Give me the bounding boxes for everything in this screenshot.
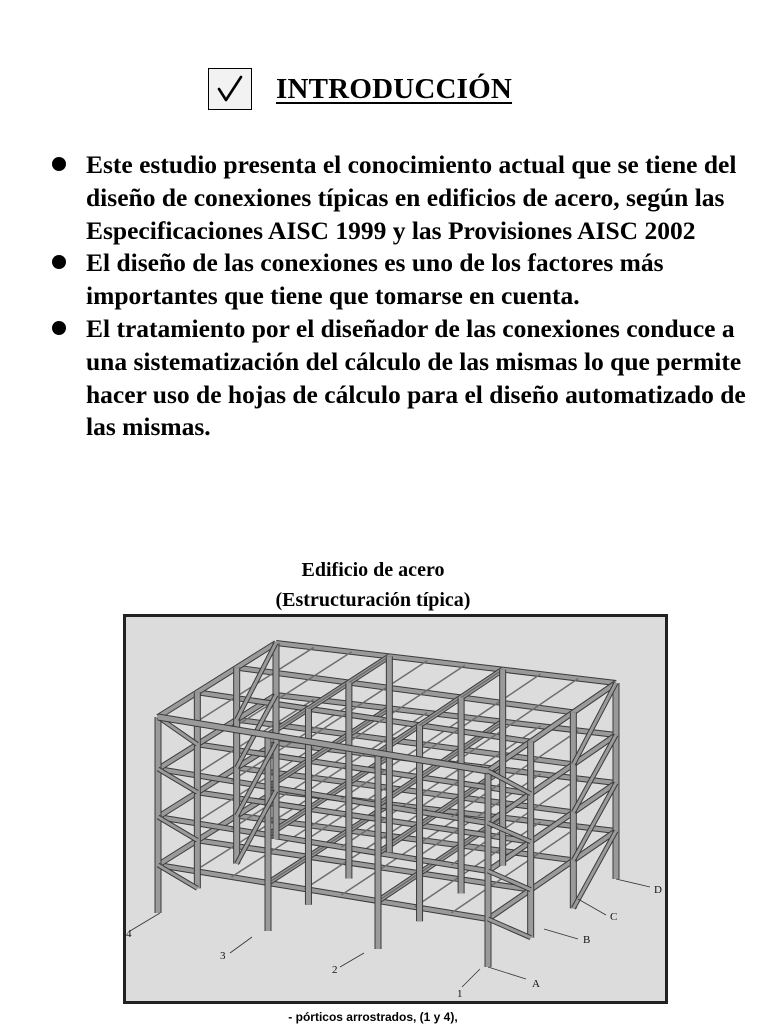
- bullet-text: El tratamiento por el diseñador de las conexiones conduce a una sistematización del cálculo de las mismas lo que permite hacer uso de hojas de cálculo para el diseño automatizado de las mismas.: [86, 313, 746, 442]
- figure-caption-subtitle: (Estructuración típica): [275, 589, 471, 611]
- grid-label-1: 1: [457, 988, 463, 1000]
- figure-caption-title: Edificio de acero: [301, 559, 445, 581]
- grid-label-b: B: [583, 934, 591, 946]
- bullet-text: Este estudio presenta el conocimiento actual que se tiene del diseño de conexiones típicas en edificios de acero, según las Especificaciones AISC 1999 y las Provisiones AISC 2002: [86, 150, 737, 245]
- page-title: INTRODUCCIÓN: [276, 72, 513, 105]
- bullet-item: [52, 247, 752, 313]
- grid-label-3: 3: [220, 950, 226, 962]
- steel-building-figure: [123, 614, 668, 1004]
- steel-frame-drawing: [126, 617, 665, 1001]
- grid-label-4: 4: [126, 928, 132, 940]
- grid-label-c: C: [610, 911, 618, 923]
- bullet-dot-icon: [52, 321, 66, 335]
- bullet-text: El diseño de las conexiones es uno de los factores más importantes que tiene que tomarse en cuenta.: [86, 248, 664, 311]
- bullet-item: [52, 149, 752, 247]
- bullet-dot-icon: [52, 255, 66, 269]
- grid-label-2: 2: [332, 964, 338, 976]
- steel-frame-structure: [158, 643, 616, 967]
- bullet-item: [52, 313, 752, 444]
- heading: [208, 68, 512, 110]
- grid-label-a: A: [532, 978, 540, 990]
- grid-label-d: D: [654, 884, 662, 896]
- checkbox-icon: [208, 68, 252, 110]
- checkmark-icon: [215, 74, 245, 104]
- figure-footnote: - pórticos arrostrados, (1 y 4),: [288, 1010, 458, 1024]
- bullet-list: [52, 149, 752, 444]
- bullet-dot-icon: [52, 157, 66, 171]
- steel-member: [488, 919, 531, 938]
